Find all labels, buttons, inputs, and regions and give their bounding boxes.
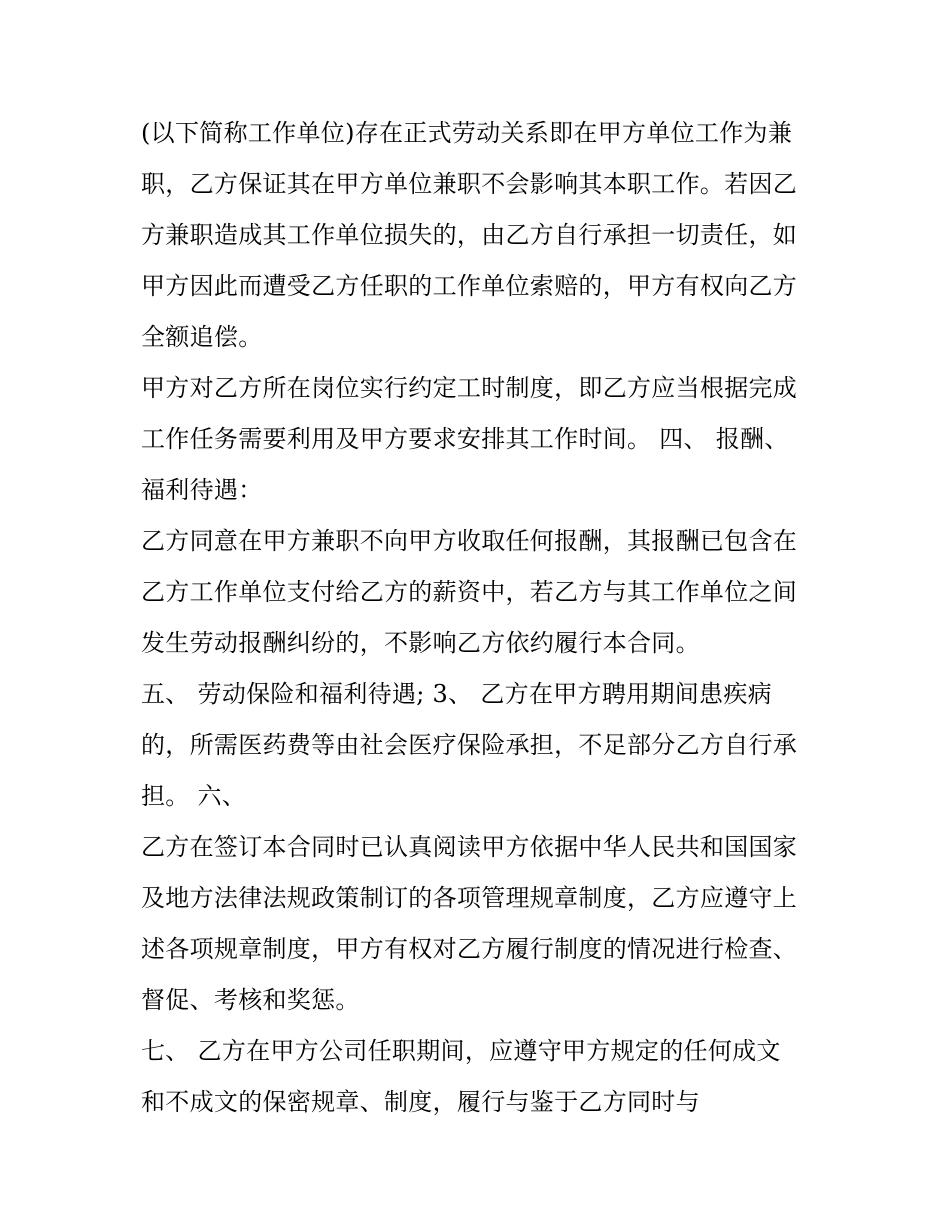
text-line: 工作任务需要利用及甲方要求安排其工作时间。 四、 报酬、 <box>141 425 789 453</box>
text-line: 述各项规章制度，甲方有权对乙方履行制度的情况进行检查、 <box>141 935 798 963</box>
text-line: 乙方在签订本合同时已认真阅读甲方依据中华人民共和国国家 <box>141 833 798 861</box>
text-line: 的，所需医药费等由社会医疗保险承担，不足部分乙方自行承 <box>141 731 798 759</box>
text-line: 全额追偿。 <box>141 323 263 351</box>
contract-body-text <box>141 108 831 1128</box>
text-line: 及地方法律法规政策制订的各项管理规章制度，乙方应遵守上 <box>141 884 798 912</box>
text-line: 乙方同意在甲方兼职不向甲方收取任何报酬，其报酬已包含在 <box>141 527 798 555</box>
text-line: 福利待遇： <box>141 476 263 504</box>
text-line: 七、 乙方在甲方公司任职期间，应遵守甲方规定的任何成文 <box>141 1037 781 1065</box>
text-line: 五、 劳动保险和福利待遇; 3、 乙方在甲方聘用期间患疾病 <box>141 680 772 708</box>
text-line: (以下简称工作单位)存在正式劳动关系即在甲方单位工作为兼 <box>141 119 793 147</box>
text-line: 乙方工作单位支付给乙方的薪资中，若乙方与其工作单位之间 <box>141 578 798 606</box>
text-line: 担。 六、 <box>141 782 247 810</box>
text-line: 和不成文的保密规章、制度，履行与鉴于乙方同时与 <box>141 1088 700 1116</box>
text-line: 甲方因此而遭受乙方任职的工作单位索赔的，甲方有权向乙方 <box>141 272 798 300</box>
text-line: 发生劳动报酬纠纷的，不影响乙方依约履行本合同。 <box>141 629 700 657</box>
text-line: 甲方对乙方所在岗位实行约定工时制度，即乙方应当根据完成 <box>141 374 798 402</box>
text-line: 督促、考核和奖惩。 <box>141 986 360 1014</box>
text-line: 职，乙方保证其在甲方单位兼职不会影响其本职工作。若因乙 <box>141 170 798 198</box>
text-line: 方兼职造成其工作单位损失的，由乙方自行承担一切责任，如 <box>141 221 798 249</box>
